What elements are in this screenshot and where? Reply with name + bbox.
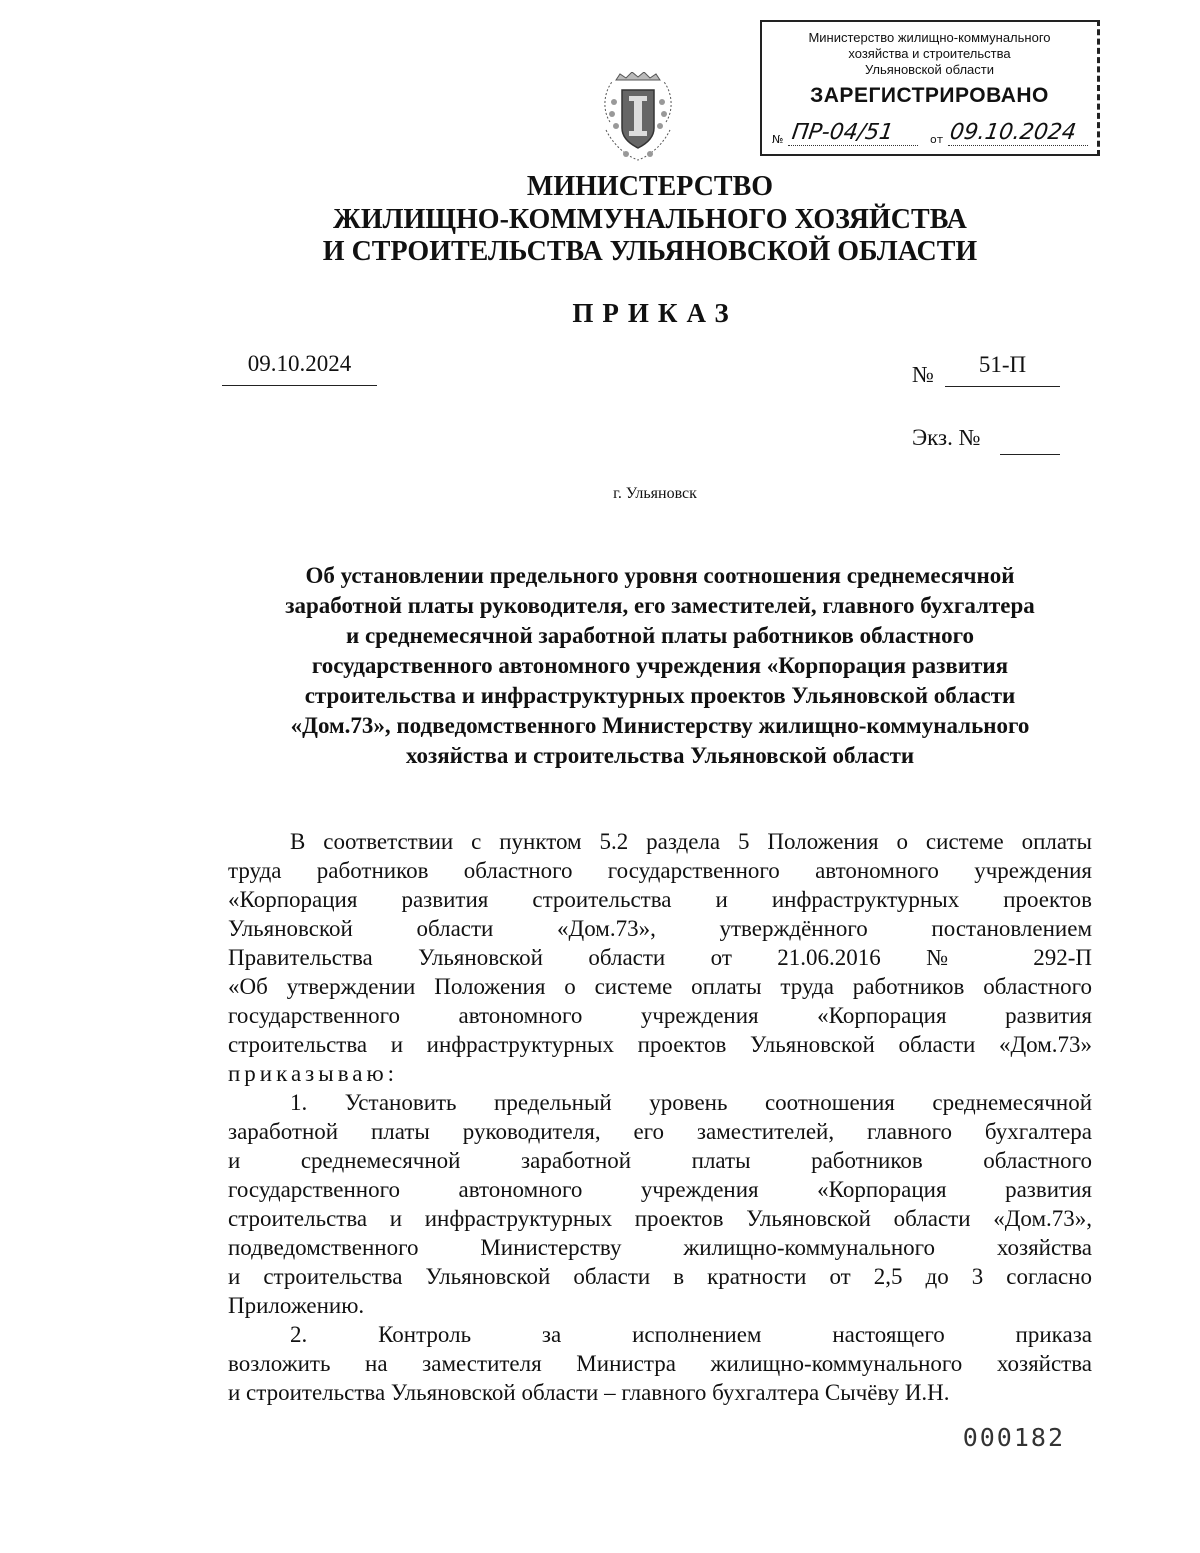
ministry-title-line-1: МИНИСТЕРСТВО xyxy=(526,171,774,202)
subject-line: заработной платы руководителя, его заместителей, главного бухгалтера xyxy=(285,593,1035,618)
body-line: «Об утверждении Положения о системе оплаты труда работников областного xyxy=(228,974,1092,999)
stamp-number-prefix: № xyxy=(772,133,784,146)
ministry-title-line-2: ЖИЛИЩНО-КОММУНАЛЬНОГО ХОЗЯЙСТВА xyxy=(333,204,967,235)
body-line: 2. Контроль за исполнением настоящего приказа xyxy=(290,1322,1092,1347)
subject-line: хозяйства и строительства Ульяновской области xyxy=(405,743,915,768)
stamp-registered-label: ЗАРЕГИСТРИРОВАНО xyxy=(810,84,1049,107)
stamp-date-handwritten: 09.10.2024 xyxy=(948,120,1078,145)
stamp-date-dotted-line xyxy=(948,145,1088,146)
subject-line: государственного автономного учреждения «Корпорация развития xyxy=(311,653,1009,678)
city-name: г. Ульяновск xyxy=(613,485,697,502)
coat-of-arms-icon xyxy=(596,72,680,164)
body-line: и строительства Ульяновской области – главного бухгалтера Сычёву И.Н. xyxy=(228,1380,950,1405)
body-line: и строительства Ульяновской области в кратности от 2,5 до 3 согласно xyxy=(228,1264,1092,1289)
body-line: заработной платы руководителя, его заместителей, главного бухгалтера xyxy=(228,1119,1092,1144)
body-line: строительства и инфраструктурных проектов Ульяновской области «Дом.73», xyxy=(228,1206,1092,1231)
subject-line: и среднемесячной заработной платы работников областного xyxy=(345,623,975,648)
body-line: подведомственного Министерству жилищно-коммунального хозяйства xyxy=(228,1235,1092,1260)
document-type-title: ПРИКАЗ xyxy=(572,298,738,328)
body-line: и среднемесячной заработной платы работников областного xyxy=(228,1148,1092,1173)
stamp-number-handwritten: ПР-04/51 xyxy=(790,120,895,145)
order-number-underline xyxy=(945,386,1060,387)
stamp-org-line-3: Ульяновской области xyxy=(864,62,995,77)
stamp-registration-row xyxy=(770,120,1092,150)
copy-number-label: Экз. № xyxy=(912,425,981,450)
body-line: Ульяновской области «Дом.73», утверждённого постановлением xyxy=(228,916,1092,941)
stamp-date-prefix: от xyxy=(930,133,944,146)
stamp-number-dotted-line xyxy=(788,145,918,146)
body-line: возложить на заместителя Министра жилищно-коммунального хозяйства xyxy=(228,1351,1092,1376)
subject-line: строительства и инфраструктурных проектов Ульяновской области xyxy=(304,683,1016,708)
order-date: 09.10.2024 xyxy=(247,351,352,376)
ministry-title-line-3: И СТРОИТЕЛЬСТВА УЛЬЯНОВСКОЙ ОБЛАСТИ xyxy=(322,236,978,267)
registration-stamp xyxy=(760,20,1100,156)
subject-line: «Дом.73», подведомственного Министерству жилищно-коммунального xyxy=(290,713,1030,738)
body-line: государственного автономного учреждения «Корпорация развития xyxy=(228,1003,1092,1028)
order-number: 51-П xyxy=(978,352,1027,377)
subject-line: Об установлении предельного уровня соотношения среднемесячной xyxy=(305,563,1015,588)
body-line: «Корпорация развития строительства и инфраструктурных проектов xyxy=(228,887,1092,912)
body-line-order-verb: приказываю: xyxy=(228,1061,399,1086)
order-date-underline xyxy=(222,385,377,386)
stamp-org-line-2: хозяйства и строительства xyxy=(848,46,1011,61)
stamp-org-line-1: Министерство жилищно-коммунального xyxy=(808,30,1051,45)
body-line: Приложению. xyxy=(228,1293,365,1318)
body-line: 1. Установить предельный уровень соотношения среднемесячной xyxy=(290,1090,1092,1115)
body-line: Правительства Ульяновской области от 21.06.2016 № 292-П xyxy=(228,945,1092,970)
body-line: государственного автономного учреждения «Корпорация развития xyxy=(228,1177,1092,1202)
body-line: строительства и инфраструктурных проектов Ульяновской области «Дом.73» xyxy=(228,1032,1092,1057)
order-number-sign: № xyxy=(912,362,934,387)
body-line: труда работников областного государственного автономного учреждения xyxy=(228,858,1092,883)
document-serial-number: 000182 xyxy=(962,1423,1065,1452)
copy-number-underline xyxy=(1000,454,1060,455)
body-line: В соответствии с пунктом 5.2 раздела 5 Положения о системе оплаты xyxy=(290,829,1092,854)
